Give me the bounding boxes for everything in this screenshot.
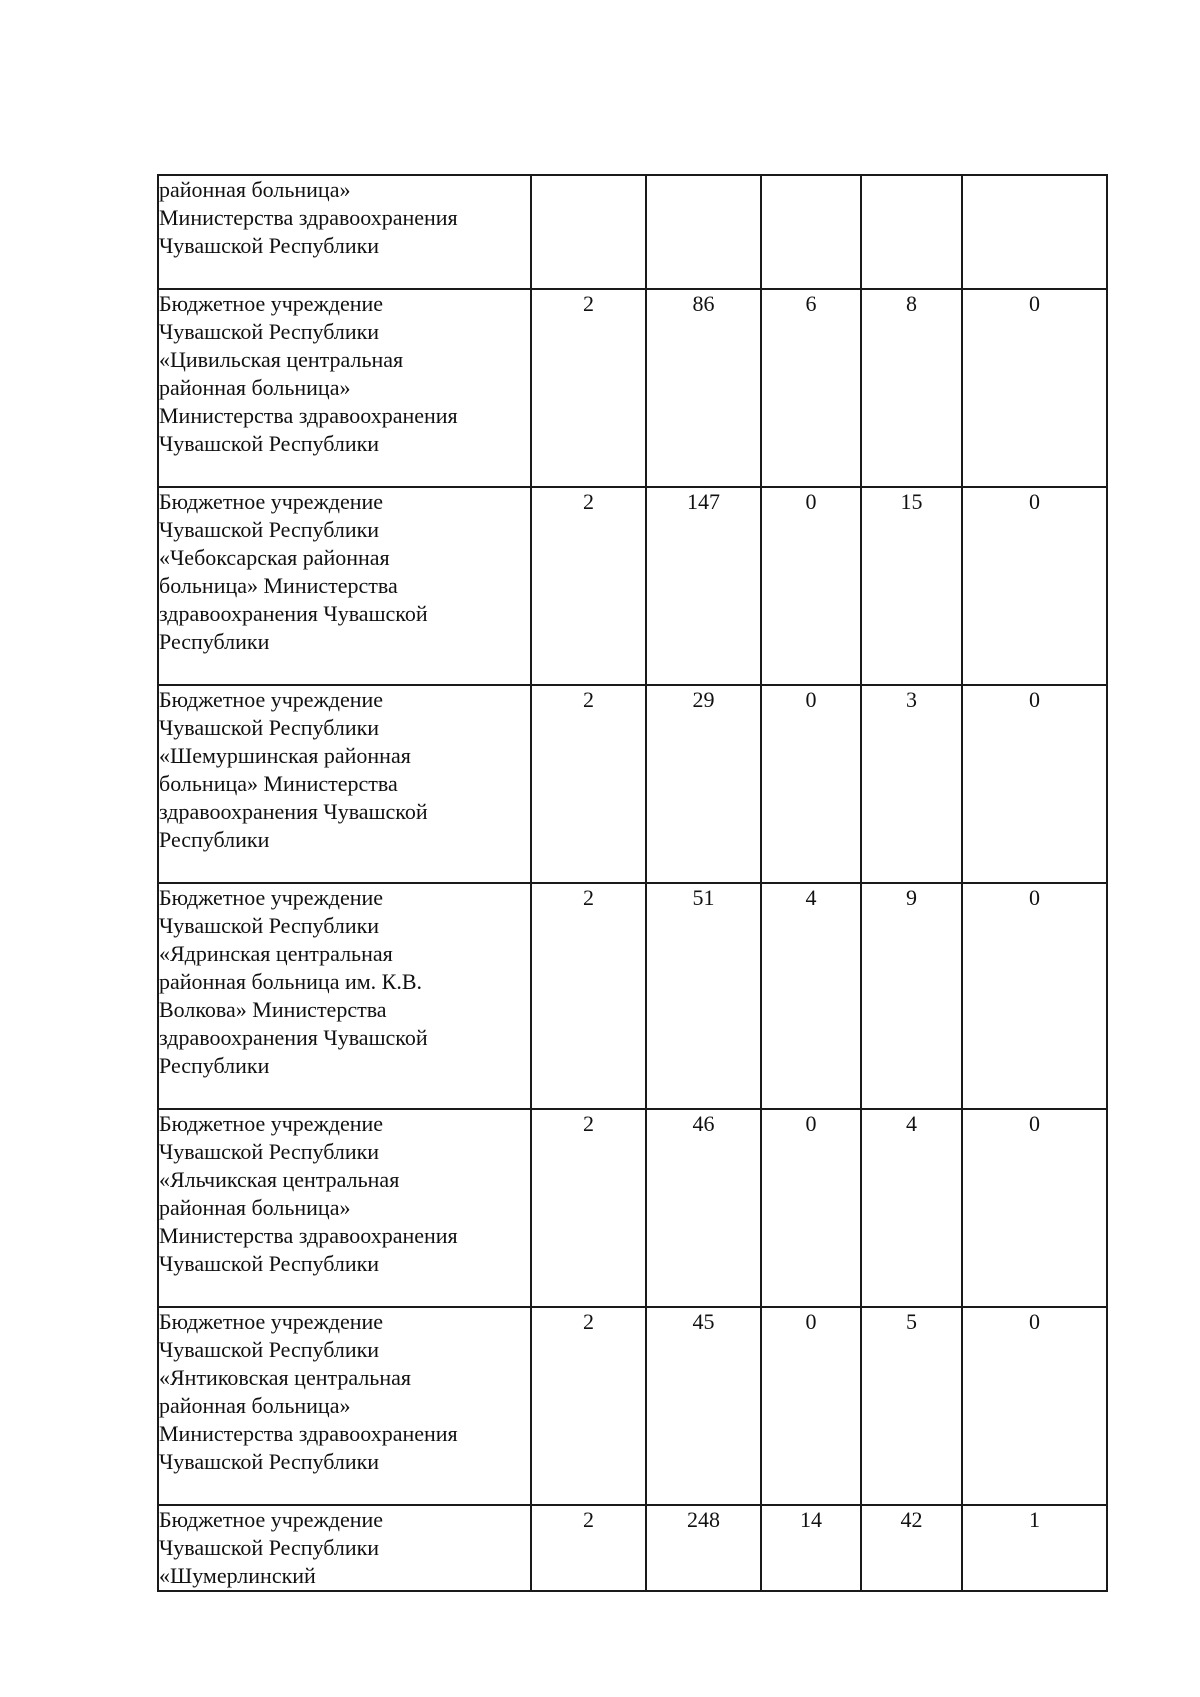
value-cell: 3 <box>861 685 962 883</box>
value-cell: 0 <box>962 1307 1107 1505</box>
value-cell: 2 <box>531 487 646 685</box>
value-cell: 2 <box>531 1109 646 1307</box>
value-cell: 147 <box>646 487 761 685</box>
value-cell: 2 <box>531 289 646 487</box>
value-cell: 0 <box>761 487 861 685</box>
value-cell: 51 <box>646 883 761 1109</box>
value-cell: 0 <box>962 685 1107 883</box>
value-cell: 46 <box>646 1109 761 1307</box>
value-cell: 5 <box>861 1307 962 1505</box>
value-cell: 2 <box>531 685 646 883</box>
institution-name-cell: Бюджетное учреждение Чувашской Республики «Шемуршинская районная больница» Министерства здравоохранения Чувашской Республики <box>158 685 531 883</box>
value-cell <box>646 175 761 289</box>
table-row <box>158 685 1107 883</box>
value-cell: 248 <box>646 1505 761 1591</box>
table-row <box>158 883 1107 1109</box>
table-row <box>158 175 1107 289</box>
institution-name-cell: Бюджетное учреждение Чувашской Республики «Янтиковская центральная районная больница» Министерства здравоохранения Чувашской Республики <box>158 1307 531 1505</box>
value-cell: 0 <box>761 685 861 883</box>
value-cell <box>761 175 861 289</box>
value-cell: 45 <box>646 1307 761 1505</box>
value-cell: 1 <box>962 1505 1107 1591</box>
table-row <box>158 1307 1107 1505</box>
value-cell: 14 <box>761 1505 861 1591</box>
value-cell: 2 <box>531 1307 646 1505</box>
table-row <box>158 289 1107 487</box>
institution-name-cell: Бюджетное учреждение Чувашской Республики «Чебоксарская районная больница» Министерства здравоохранения Чувашской Республики <box>158 487 531 685</box>
institution-name-cell: Бюджетное учреждение Чувашской Республики «Шумерлинский <box>158 1505 531 1591</box>
table-row <box>158 1505 1107 1591</box>
value-cell: 4 <box>761 883 861 1109</box>
institution-name-cell: Бюджетное учреждение Чувашской Республики «Ядринская центральная районная больница им. К.В. Волкова» Министерства здравоохранения Чувашской Республики <box>158 883 531 1109</box>
table-row <box>158 1109 1107 1307</box>
institution-name-cell: районная больница» Министерства здравоохранения Чувашской Республики <box>158 175 531 289</box>
value-cell: 0 <box>761 1307 861 1505</box>
value-cell: 0 <box>962 1109 1107 1307</box>
value-cell <box>861 175 962 289</box>
value-cell: 4 <box>861 1109 962 1307</box>
value-cell: 9 <box>861 883 962 1109</box>
institution-name-cell: Бюджетное учреждение Чувашской Республики «Яльчикская центральная районная больница» Министерства здравоохранения Чувашской Республики <box>158 1109 531 1307</box>
value-cell: 8 <box>861 289 962 487</box>
value-cell: 0 <box>962 289 1107 487</box>
value-cell: 2 <box>531 883 646 1109</box>
value-cell: 86 <box>646 289 761 487</box>
value-cell: 0 <box>962 883 1107 1109</box>
value-cell: 0 <box>962 487 1107 685</box>
value-cell: 42 <box>861 1505 962 1591</box>
hospital-data-table <box>157 174 1108 1592</box>
table-row <box>158 487 1107 685</box>
value-cell: 6 <box>761 289 861 487</box>
value-cell: 0 <box>761 1109 861 1307</box>
value-cell <box>962 175 1107 289</box>
value-cell: 29 <box>646 685 761 883</box>
value-cell <box>531 175 646 289</box>
value-cell: 2 <box>531 1505 646 1591</box>
value-cell: 15 <box>861 487 962 685</box>
institution-name-cell: Бюджетное учреждение Чувашской Республики «Цивильская центральная районная больница» Министерства здравоохранения Чувашской Республики <box>158 289 531 487</box>
